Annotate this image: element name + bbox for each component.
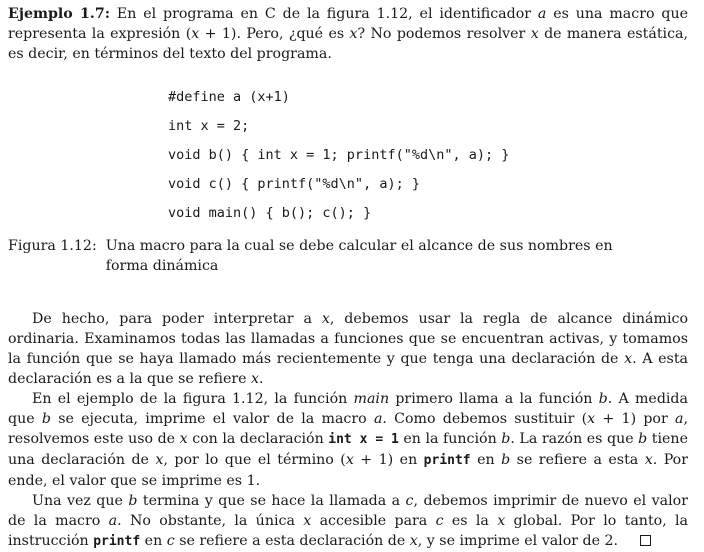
example-label: Ejemplo 1.7:	[8, 6, 110, 22]
qed-square-icon	[640, 535, 651, 546]
page	[8, 4, 688, 552]
code-listing	[168, 83, 688, 228]
body-paragraph-2: En el ejemplo de la figura 1.12, la función main primero llama a la función b. A medida que b se ejecuta, imprime el valor de la macro a. Como debemos sustituir (x + 1) por a, resolvemos este uso de x con la declaración int x = 1 en la función b. La razón es que b tiene una declaración de x, por lo que el término (x + 1) en printf en b se refiere a esta x. Por ende, el valor que se imprime es 1.	[8, 391, 688, 489]
body-paragraph-3: Una vez que b termina y que se hace la llamada a c, debemos imprimir de nuevo el valor de la macro a. No obstante, la única x accesible para c es la x global. Por lo tanto, la instrucción printf en c se refiere a esta declaración de x, y se imprime el valor de 2.	[8, 493, 689, 549]
body-paragraph-1: De hecho, para poder interpretar a x, debemos usar la regla de alcance dinámico ordinaria. Examinamos todas las llamadas a funciones que se encuentran activas, y tomamos la función que se haya llamado más recientemente y que tenga una declaración de x. A esta declaración es a la que se refiere x.	[8, 311, 688, 387]
code-line: void b() { int x = 1; printf("%d\n", a); }	[168, 147, 510, 163]
code-line: void c() { printf("%d\n", a); }	[168, 176, 420, 192]
code-line: #define a (x+1)	[168, 89, 290, 105]
figure-caption-label: Figura 1.12:	[8, 238, 106, 254]
figure-caption	[8, 236, 688, 276]
example-paragraph: Ejemplo 1.7: En el programa en C de la figura 1.12, el identificador a es una macro que representa la expresión (x + 1). Pero, ¿qué es x? No podemos resolver x de manera estática, es decir, en términos del texto del programa.	[8, 6, 689, 62]
code-line: int x = 2;	[168, 118, 250, 134]
code-line: void main() { b(); c(); }	[168, 205, 372, 221]
figure-caption-text: Una macro para la cual se debe calcular el alcance de sus nombres en forma dinámica	[105, 238, 613, 274]
